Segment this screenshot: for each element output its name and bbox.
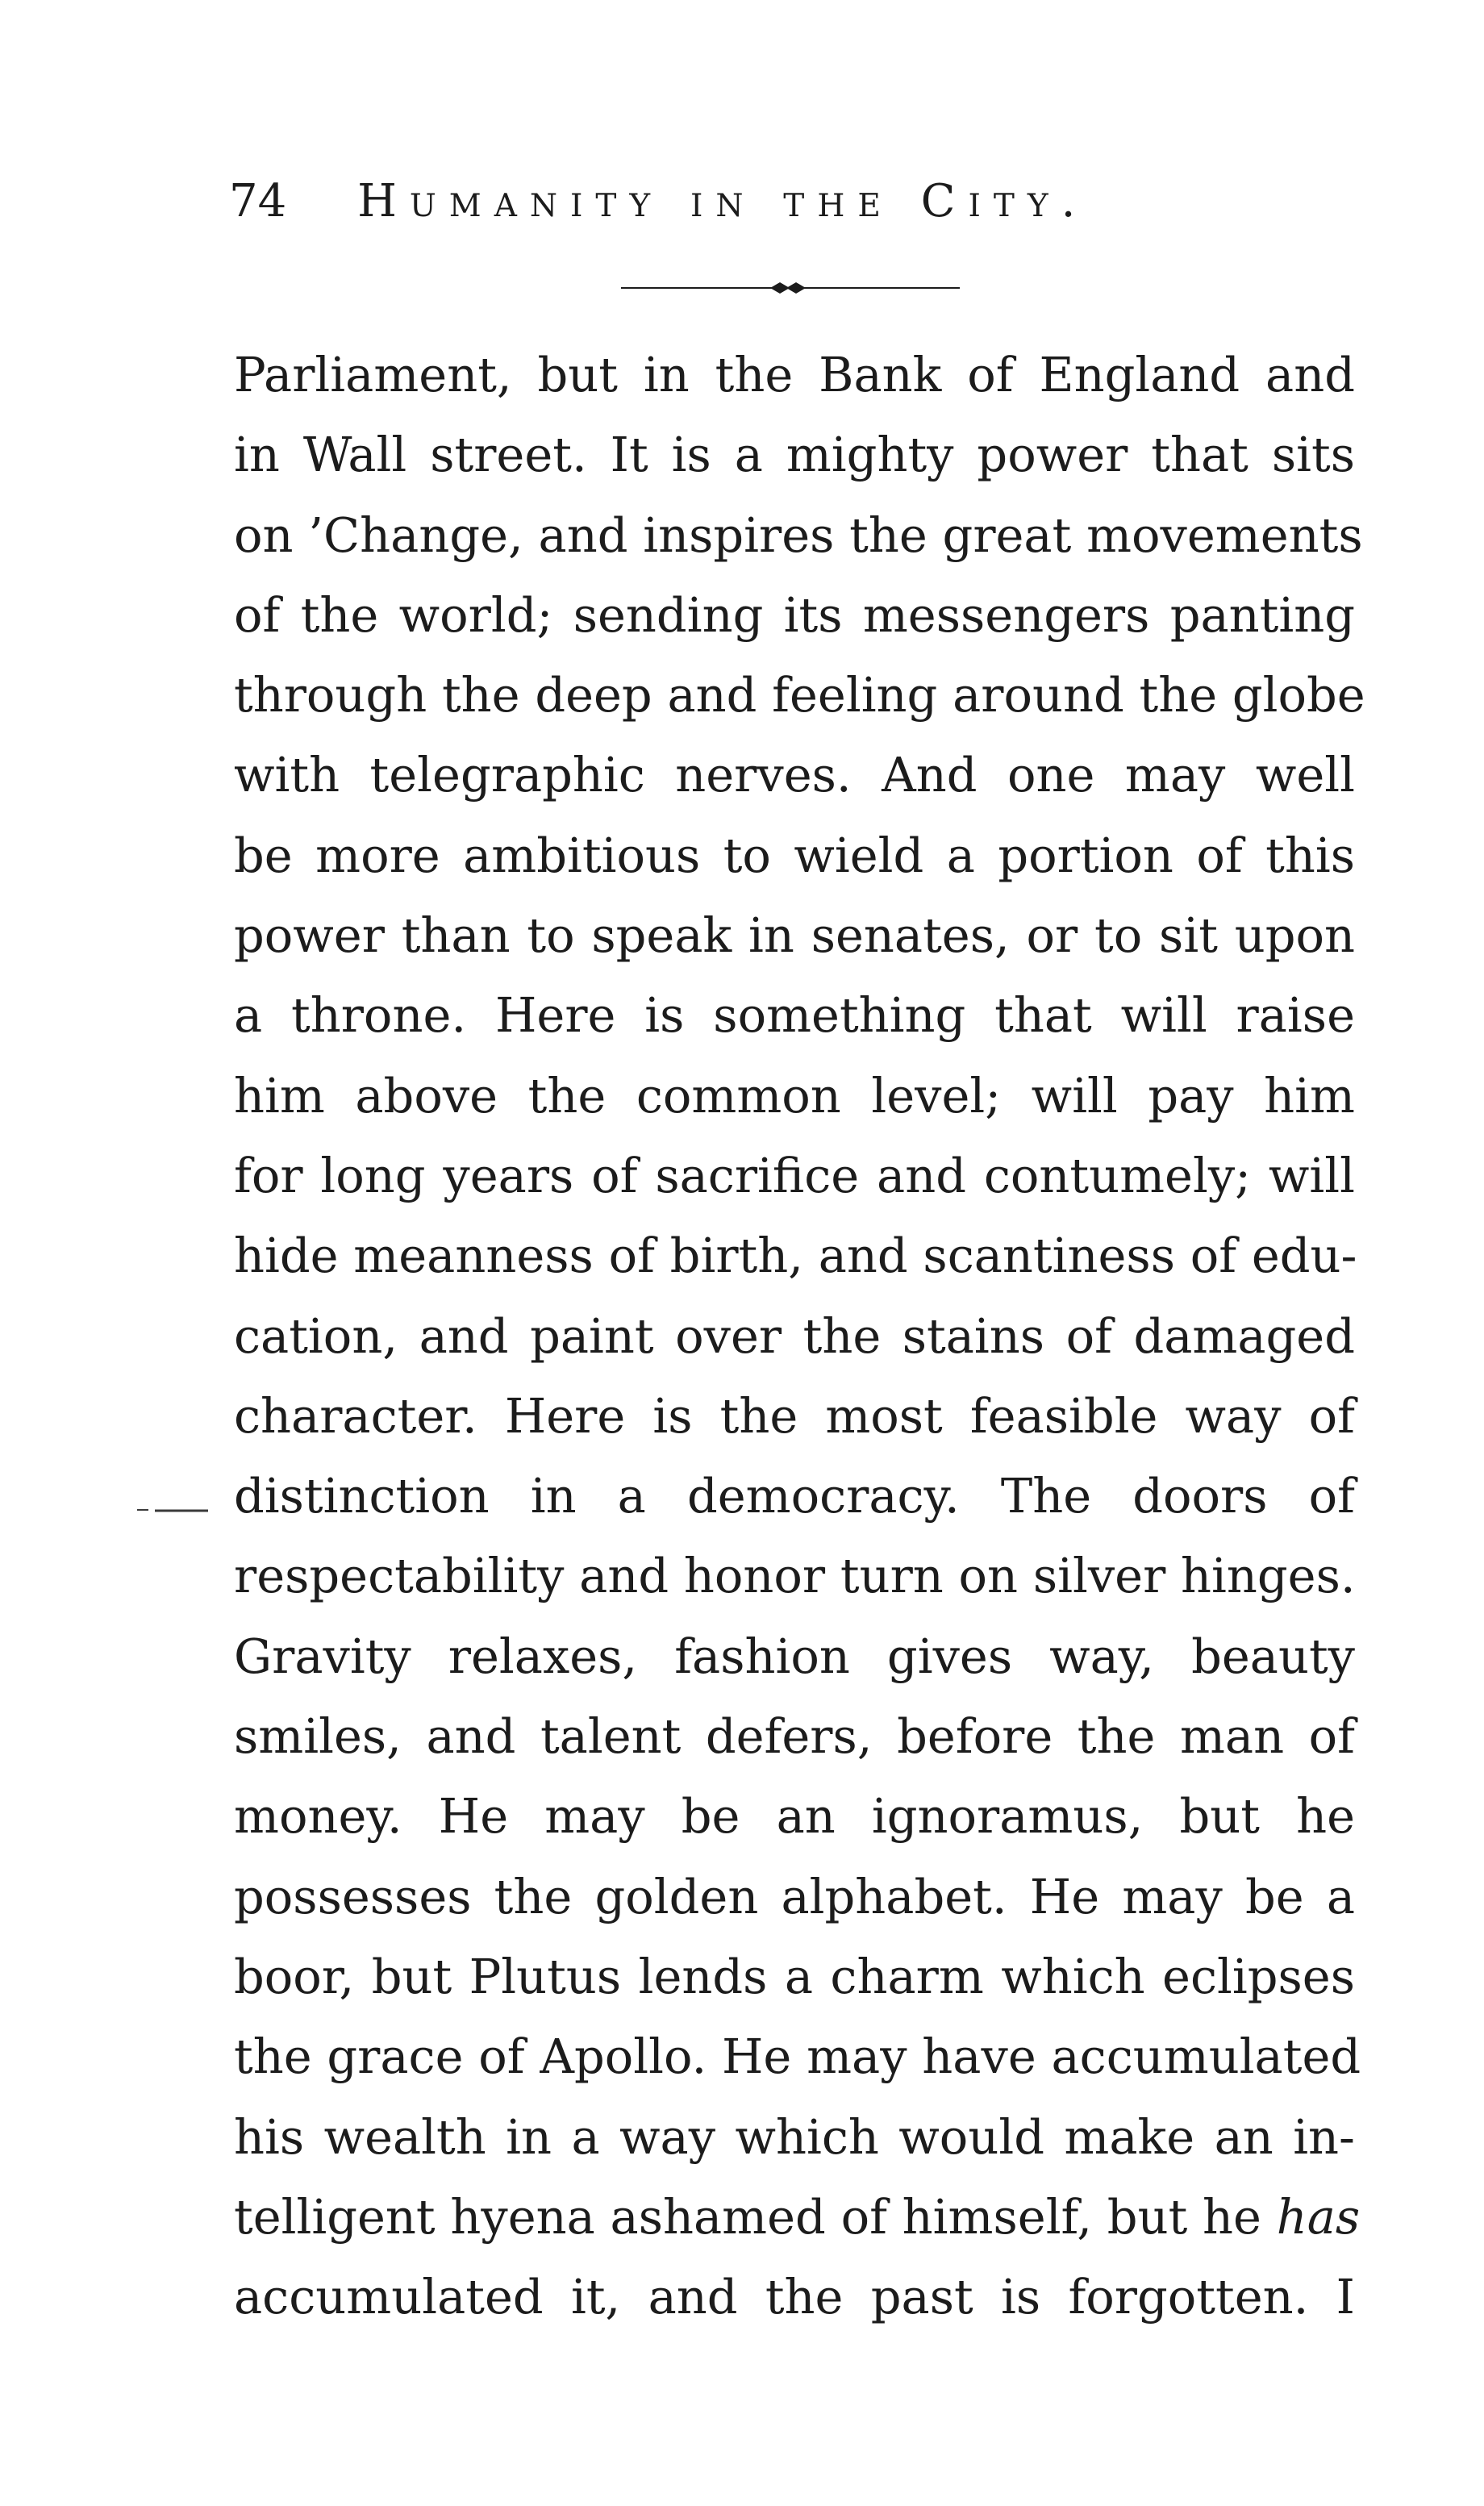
body-text xyxy=(234,335,1365,2337)
text-line: possesses the golden alphabet. He may be a xyxy=(234,1868,1355,1924)
text-line: smiles, and talent defers, before the man of xyxy=(234,1708,1355,1765)
text-line: be more ambitious to wield a portion of this xyxy=(234,827,1355,883)
text-line: character. Here is the most feasible way of xyxy=(234,1387,1355,1444)
text-line: on ’Change, and inspires the great movements xyxy=(234,507,1363,563)
text-line: through the deep and feeling around the globe xyxy=(234,667,1365,723)
text-line: the grace of Apollo. He may have accumulated xyxy=(234,2029,1361,2085)
text-line: respectability and honor turn on silver hinges. xyxy=(234,1548,1356,1604)
text-line: of the world; sending its messengers panting xyxy=(234,586,1355,643)
text-line: power than to speak in senates, or to sit upon xyxy=(234,907,1355,964)
text-line: a throne. Here is something that will raise xyxy=(234,987,1355,1044)
text-line: boor, but Plutus lends a charm which eclipses xyxy=(234,1948,1355,2004)
text-line: cation, and paint over the stains of damaged xyxy=(234,1307,1355,1364)
ornamental-rule-icon xyxy=(621,278,960,298)
running-title: Humanity in the City. xyxy=(357,175,1089,227)
emphasized-word: has xyxy=(1276,2188,1361,2245)
margin-mark-icon xyxy=(137,1502,208,1518)
text-line xyxy=(234,2177,1361,2257)
page-number: 74 xyxy=(229,175,287,227)
text-line: accumulated it, and the past is forgotten. I xyxy=(234,2269,1355,2325)
text-line: for long years of sacrifice and contumely; will xyxy=(234,1147,1355,1203)
running-header xyxy=(229,169,1245,234)
text-line: his wealth in a way which would make an in- xyxy=(234,2108,1355,2165)
text-line: Gravity relaxes, fashion gives way, beauty xyxy=(234,1628,1355,1684)
text-line: money. He may be an ignoramus, but he xyxy=(234,1788,1355,1845)
text-line: in Wall street. It is a mighty power that sits xyxy=(234,427,1355,483)
text-line: with telegraphic nerves. And one may well xyxy=(234,747,1355,803)
text-line: Parliament, but in the Bank of England and xyxy=(234,347,1355,402)
text-line: distinction in a democracy. The doors of xyxy=(234,1468,1355,1524)
text-line: him above the common level; will pay him xyxy=(234,1067,1355,1124)
text-line: hide meanness of birth, and scantiness of edu- xyxy=(234,1228,1357,1284)
text-line-part: telligent hyena ashamed of himself, but he xyxy=(234,2188,1277,2245)
